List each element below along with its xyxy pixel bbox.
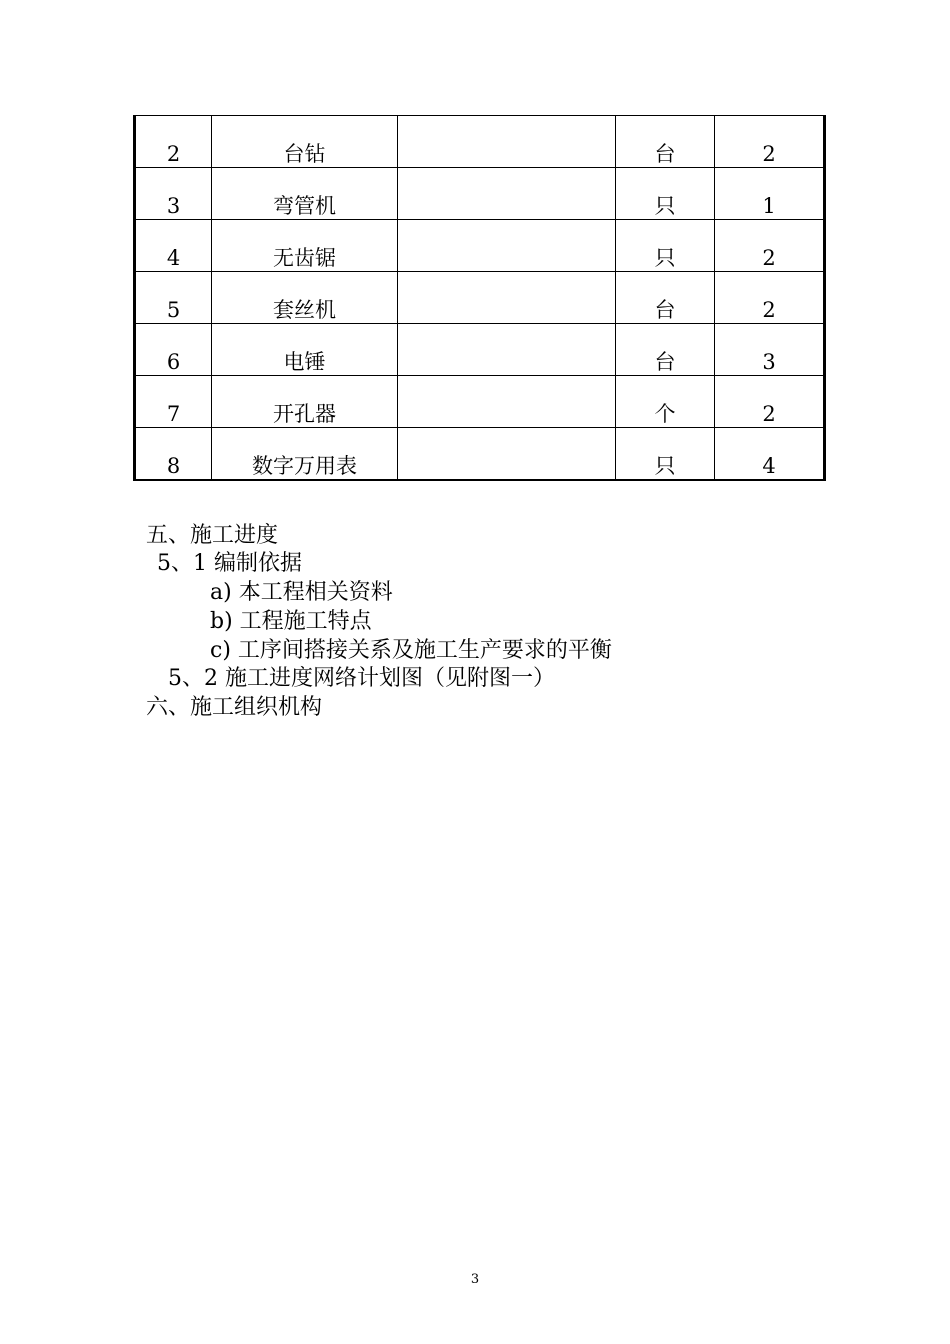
equipment-name: 套丝机	[212, 272, 398, 324]
equipment-unit: 台	[616, 324, 715, 376]
equipment-quantity: 4	[715, 428, 825, 481]
equipment-spec	[398, 272, 616, 324]
equipment-quantity: 3	[715, 324, 825, 376]
equipment-quantity: 2	[715, 116, 825, 168]
row-number: 4	[135, 220, 212, 272]
row-number: 8	[135, 428, 212, 481]
equipment-name: 无齿锯	[212, 220, 398, 272]
subsection-5-1-heading: 5、1 编制依据	[157, 551, 302, 576]
table-row	[135, 220, 825, 272]
equipment-name: 数字万用表	[212, 428, 398, 481]
table-row	[135, 272, 825, 324]
equipment-spec	[398, 376, 616, 428]
equipment-unit: 台	[616, 116, 715, 168]
equipment-name: 台钻	[212, 116, 398, 168]
list-item-c: c) 工序间搭接关系及施工生产要求的平衡	[210, 638, 612, 663]
table-row	[135, 168, 825, 220]
equipment-unit: 只	[616, 220, 715, 272]
equipment-unit: 个	[616, 376, 715, 428]
table-row	[135, 428, 825, 481]
list-item-b: b) 工程施工特点	[210, 609, 372, 634]
equipment-unit: 只	[616, 428, 715, 481]
row-number: 3	[135, 168, 212, 220]
equipment-spec	[398, 324, 616, 376]
row-number: 5	[135, 272, 212, 324]
page-number: 3	[470, 1272, 480, 1287]
section-6-heading: 六、施工组织机构	[146, 695, 323, 720]
section-5-heading: 五、施工进度	[146, 523, 279, 548]
equipment-quantity: 2	[715, 220, 825, 272]
row-number: 6	[135, 324, 212, 376]
equipment-spec	[398, 220, 616, 272]
equipment-spec	[398, 168, 616, 220]
row-number: 7	[135, 376, 212, 428]
row-number: 2	[135, 116, 212, 168]
table-row	[135, 376, 825, 428]
table-row	[135, 324, 825, 376]
equipment-name: 电锤	[212, 324, 398, 376]
equipment-spec	[398, 428, 616, 481]
equipment-quantity: 2	[715, 376, 825, 428]
list-item-a: a) 本工程相关资料	[210, 580, 393, 605]
equipment-quantity: 2	[715, 272, 825, 324]
equipment-unit: 只	[616, 168, 715, 220]
equipment-name: 开孔器	[212, 376, 398, 428]
table-row	[135, 116, 825, 168]
subsection-5-2-heading: 5、2 施工进度网络计划图（见附图一）	[168, 666, 555, 691]
equipment-table	[133, 115, 826, 481]
equipment-name: 弯管机	[212, 168, 398, 220]
equipment-spec	[398, 116, 616, 168]
equipment-unit: 台	[616, 272, 715, 324]
equipment-quantity: 1	[715, 168, 825, 220]
